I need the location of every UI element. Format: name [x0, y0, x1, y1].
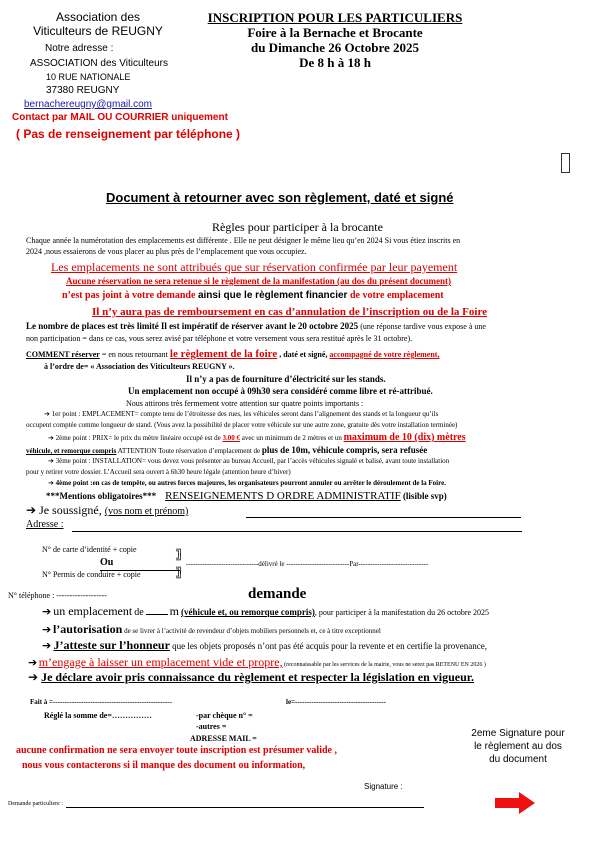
l2-a: l’autorisation — [52, 622, 123, 636]
comment-c: le règlement de la foire — [169, 348, 278, 360]
contact-note: Contact par MAIL OU COURRIER uniquement — [12, 112, 228, 123]
email-link[interactable]: bernachereugny@gmail.com — [24, 99, 152, 110]
demande-line-3 — [42, 638, 487, 653]
rule-red-4: Il n’y aura pas de remboursement en cas d’annulation de l’inscription ou de la Foire — [92, 306, 488, 318]
header-event: Foire à la Bernache et Brocante — [247, 25, 423, 40]
comment-e: accompagné de votre règlement, — [329, 350, 440, 359]
soussigne-line — [26, 503, 188, 518]
attention-note: Nous attirons très fermement votre attention sur quatre points importants : — [126, 399, 364, 408]
rule-red-3c: de votre emplacement — [349, 290, 444, 301]
empty-box — [561, 153, 570, 173]
point-2-price: 3.00 € — [222, 434, 240, 442]
arrow-icon: ➔ — [44, 410, 50, 418]
le-field[interactable]: le=--------------------------------------- — [286, 698, 386, 706]
no-phone-note: ( Pas de renseignement par téléphone ) — [16, 127, 241, 141]
limit-line-2: non participation = dans ce cas, vous serez avisé par téléphone et votre versement vous sera restitué après le 31 octobre). — [26, 334, 413, 343]
demande-line-4 — [28, 655, 486, 670]
sig2-line3: du document — [489, 754, 547, 765]
limit-line — [26, 321, 486, 331]
assoc-name-line2: Viticulteurs de REUGNY — [33, 24, 163, 38]
point-2b: avec un minimum de 2 mètres et un — [241, 434, 342, 442]
limit-b: Il est impératif de réserver avant le 20 octobre 2025 — [160, 321, 359, 331]
arrow-icon: ➔ — [28, 670, 39, 684]
l4-b: (reconnaissable par les services de la mairie, vous ne serez pas RETENU EN 2026 ) — [284, 662, 486, 668]
rules-intro-1: Chaque année la numérotation des emplacements est différente . Elle ne peut désigner le même lieu qu’en 2024 Si vous étiez inscrits en — [26, 236, 461, 245]
id-card-label — [42, 545, 137, 554]
address-line3: 37380 REUGNY — [46, 85, 120, 96]
arrow-icon: ➔ — [42, 639, 52, 652]
sig2-line1: 2eme Signature pour — [471, 728, 565, 739]
comment-b: = en nous retournant — [101, 350, 168, 359]
l1-d: (véhicule et, ou remorque compris) — [180, 607, 315, 617]
point-2c: véhicule, et remorque compris — [26, 447, 117, 455]
point-3 — [48, 457, 449, 465]
permis-label: N° Permis de conduire + copie — [42, 570, 141, 579]
telephone-line: N° téléphone : ------------------- — [8, 591, 107, 600]
l3-a: J’atteste sur l’honneur — [53, 638, 170, 652]
point-4 — [48, 479, 446, 487]
second-signature-note — [458, 727, 578, 766]
electricity-note: Il n’y a pas de fourniture d’électricité sur les stands. — [186, 374, 386, 384]
header — [190, 10, 480, 70]
header-hours: De 8 h à 18 h — [299, 55, 371, 70]
demande-particuliere-label: Demande particuliere : — [8, 801, 63, 807]
address-field-label: Adresse : — [26, 519, 64, 530]
rules-heading: Règles pour participer à la brocante — [212, 220, 383, 234]
unoccupied-note: Un emplacement non occupé à 09h30 sera considéré comme libre et ré-attribué. — [128, 386, 433, 396]
point-4-text: 4ème point :en cas de tempête, ou autres forces majeures, les organisateurs pourront annuler ou arrêter le déroulement de la Foire. — [55, 479, 446, 487]
point-2e: plus de 10m, véhicule compris, sera refusée — [261, 445, 428, 455]
comment-a: COMMENT réserver — [26, 350, 100, 359]
somme-field[interactable]: Réglé la somme de=…………… — [44, 711, 152, 720]
comment-line — [26, 348, 439, 360]
l3-b: que les objets proposés n’ont pas été acquis pour la revente et en certifie la provenance, — [172, 641, 488, 651]
assoc-name — [28, 10, 168, 38]
length-field[interactable] — [146, 614, 168, 615]
document-title: Document à retourner avec son règlement, daté et signé — [106, 190, 454, 205]
rule-red-3 — [62, 290, 444, 301]
admin-heading: RENSEIGNEMENTS D ORDRE ADMINISTRATIF — [165, 490, 401, 502]
next-arrow-icon[interactable] — [495, 792, 535, 814]
arrow-icon: ➔ — [42, 605, 52, 618]
soussigne-hint: (vos nom et prénom) — [104, 506, 189, 517]
fait-a-field[interactable]: Fait à =--------------------------------------------------- — [30, 698, 172, 706]
arrow-icon: ➔ — [48, 479, 54, 487]
l5-text: Je déclare avoir pris connaissance du règlement et respecter la législation en vigueur. — [41, 670, 475, 684]
arrow-icon: ➔ — [28, 656, 38, 669]
arrow-icon: ➔ — [48, 434, 54, 442]
cheque-field[interactable]: -par chèque n° = — [196, 711, 253, 720]
rules-intro-2: 2024 ,nous essaierons de vous placer au plus près de l’emplacement que vous occupiez. — [26, 247, 307, 256]
demande-line-5 — [28, 670, 474, 685]
delivre-line: -------------------------------délivré le ---------------------------Par------------------------------ — [186, 560, 429, 568]
arrow-icon: ➔ — [42, 623, 52, 636]
comment-d: , daté et signé, — [279, 350, 328, 359]
limit-a: Le nombre de places est très limité — [26, 321, 159, 331]
autres-field[interactable]: -autres = — [196, 722, 227, 731]
rule-red-3a: n’est pas joint à votre demande — [62, 290, 196, 301]
arrow-icon: ➔ — [26, 503, 37, 517]
legible-note: (lisible svp) — [402, 491, 447, 501]
contact-missing-note: nous vous contacterons si il manque des document ou information, — [22, 760, 306, 771]
point-3b: pour y retirer votre dossier. L’Accueil sera ouvert à 6h30 heure légale (attention heure d’hiver) — [26, 468, 291, 476]
address-label: Notre adresse : — [45, 43, 114, 54]
limit-c: (une réponse tardive vous expose à une — [360, 322, 486, 331]
header-date: du Dimanche 26 Octobre 2025 — [250, 40, 420, 55]
bracket-icon: ╗ ╝ ╗ ╝ — [176, 545, 184, 583]
point-3a: 3ème point : INSTALLATION= vous devez vous présenter au bureau Accueil, par l’accès véhicules signalé et balisé, avant toute installation — [55, 457, 450, 465]
order-line: à l’ordre de= « Association des Viticulteurs REUGNY ». — [44, 362, 235, 371]
demande-heading: demande — [248, 586, 307, 602]
assoc-name-line1: Association des — [55, 10, 141, 24]
rule-red-2: Aucune réservation ne sera retenue si le règlement de la manifestation (au dos du présent document) — [66, 276, 452, 286]
l2-b: de se livrer à l’activité de revendeur d’objets mobiliers personnels et, ce à titre exceptionnel — [124, 627, 381, 635]
point-1a — [44, 410, 438, 418]
rule-red-3b: ainsi que le règlement financier — [197, 290, 348, 301]
address-line2: 10 RUE NATIONALE — [46, 72, 131, 82]
no-confirmation-note: aucune confirmation ne sera envoyer toute inscription est présumer valide , — [16, 745, 337, 756]
arrow-icon: ➔ — [48, 457, 54, 465]
or-label: Ou — [100, 557, 114, 568]
l4-a: m’engage à laisser un emplacement vide et propre, — [38, 655, 283, 669]
address-field-line[interactable] — [72, 531, 522, 532]
l1-e: , pour participer à la manifestation du 26 octobre 2025 — [314, 608, 490, 617]
adresse-mail-field[interactable]: ADRESSE MAIL = — [190, 734, 257, 743]
signature-label: Signature : — [364, 782, 403, 791]
point-2d: ATTENTION Toute réservation d’emplacement de — [117, 447, 261, 455]
id-card-text: N° de carte d’identité + copie — [42, 545, 137, 554]
point-1b: occupent comptée comme longueur de stand. (Vous avez la possibilité de placer votre véhicule sur une autre zone, gratuite dès votre installation terminée) — [26, 421, 458, 429]
demande-line-1 — [42, 604, 489, 619]
name-field-line[interactable] — [246, 517, 521, 518]
header-title: INSCRIPTION POUR LES PARTICULIERS — [207, 10, 463, 25]
address-line1: ASSOCIATION des Viticulteurs — [30, 58, 169, 69]
demande-particuliere-line[interactable] — [66, 807, 424, 808]
point-2-max: maximum de 10 (dix) mètres — [343, 432, 466, 443]
l1-a: un emplacement — [53, 604, 133, 618]
mentions-label: ***Mentions obligatoires*** — [46, 491, 157, 501]
point-1a-text: 1er point : EMPLACEMENT= compte tenu de l’étroitesse des rues, les véhicules seront dans l’alignement des stands et la longueur qu’ils — [51, 410, 439, 418]
sig2-line2: le règlement au dos — [474, 741, 562, 752]
soussigne-label: Je soussigné, — [39, 503, 102, 517]
point-2-cont — [26, 445, 427, 455]
admin-heading-line — [46, 490, 447, 502]
l1-b: de — [134, 607, 144, 618]
demande-line-2 — [42, 622, 381, 637]
point-2a: 2ème point : PRIX= le prix du mètre linéaire occupé est de — [55, 434, 221, 442]
rule-red-1: Les emplacements ne sont attribués que sur réservation confirmée par leur payement — [51, 260, 458, 274]
l1-c: m — [169, 604, 179, 618]
point-2 — [48, 432, 466, 443]
